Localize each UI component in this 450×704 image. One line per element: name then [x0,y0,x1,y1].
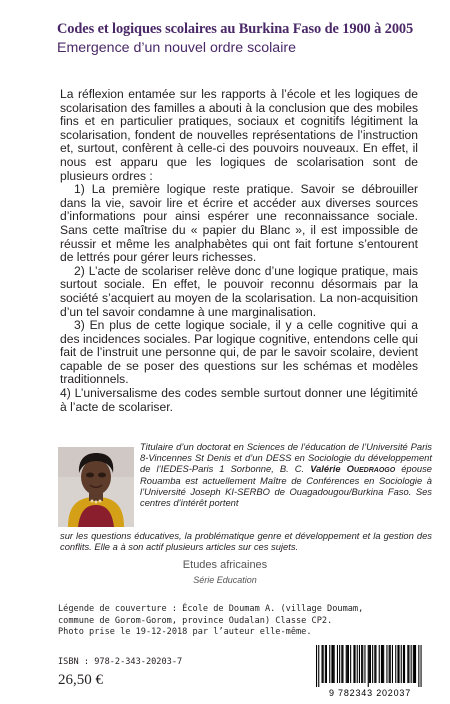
barcode-bar [318,645,319,687]
cover-caption [58,604,388,639]
summary-paragraph: 3) En plus de cette logique sociale, il y a celle cognitive qui a des incidences sociales. Par logique cognitive, entendons celle qui fait de l’instruit une personne qui, de par le savoir scolaire, devient capable de se poser des questions sur les schémas et modèles traditionnels. [60,318,418,387]
barcode-bar [361,645,362,683]
barcode-bar [341,645,342,683]
barcode-bar [392,645,393,683]
barcode-bar [334,645,335,683]
barcode-bar [372,645,373,683]
author-portrait-image [58,447,134,527]
barcode-bar [390,645,391,683]
barcode-bar [333,645,334,683]
author-bio-continued: sur les questions éducatives, la problématique genre et développement et la gestion des conflits. Elle a à son actif plusieurs articles sur ces sujets. [60,530,432,553]
cover-caption-line: Légende de couverture : École de Doumam A. (village Doumam, [58,604,364,614]
barcode-bar [375,645,376,683]
barcode-bar [326,645,327,683]
barcode-bar [355,645,356,683]
book-subtitle: Emergence d’un nouvel ordre scolaire [57,40,296,56]
barcode-bar [395,645,396,683]
author-last-name: Ouedraogo [346,463,396,475]
barcode-bar [397,645,398,683]
author-photo [58,447,134,527]
barcode-bar [382,645,383,683]
barcode-bar [381,645,382,683]
barcode-bar [383,645,384,683]
barcode-bar [350,645,351,683]
barcode-bar [322,645,323,683]
barcode-bar [347,645,348,683]
series-name: Etudes africaines [182,559,268,571]
book-title: Codes et logiques scolaires au Burkina Faso de 1900 à 2005 [57,21,414,37]
back-cover-summary [60,88,418,414]
summary-paragraph: La réflexion entamée sur les rapports à l’école et les logiques de scolarisation des familles a abouti à la conclusion que des mobiles fins et en particulier pratiques, sociaux et cognitifs légitiment la scolarisation, fondent de nouvelles représentations de l’instruction et, surtout, confèrent à celle-ci des pouvoirs nouveaux. En effet, il nous est apparu que les logiques de scolarisation sont de plusieurs ordres : [60,87,418,183]
barcode-bar [404,645,405,683]
summary-paragraph: 2) L’acte de scolariser relève donc d’une logique pratique, mais surtout sociale. En effet, le pouvoir reconnu désormais par la société s’acquiert au moyen de la scolarisation. La non-acquisition d’un tel savoir condamne à une marginalisation. [60,263,418,319]
barcode-bar [331,645,332,683]
price: 26,50 € [58,672,103,688]
barcode-bars [306,643,434,687]
barcode-bar [323,645,324,683]
summary-paragraph: 1) La première logique reste pratique. Savoir se débrouiller dans la vie, savoir lire et écrire et accéder aux diverses sources d’informations pour ainsi espérer une reconnaissance sociale. Sans cette maîtrise du « papier du Blanc », il est impossible de réussir et même les analphabètes qui ont fait fortune s’entourent de lettrés pour gérer leurs richesses. [60,182,418,265]
barcode-number: 9 782343 202037 [328,688,412,698]
barcode-bar [407,645,408,683]
barcode-bar [418,645,419,687]
barcode-bar [364,645,365,683]
barcode-bar [411,645,412,683]
barcode-bar [342,645,343,683]
barcode-bar [325,645,326,683]
barcode-bar [399,645,400,683]
cover-caption-line: Photo prise le 19-12-2018 par l’auteur elle-même. [58,627,312,638]
barcode-bar [401,645,402,683]
barcode-bar [346,645,347,683]
barcode-bar [386,645,387,683]
barcode-bar [368,645,369,687]
barcode-bar [374,645,375,683]
barcode-bar [414,645,415,683]
barcode [306,643,434,698]
barcode-bar [408,645,409,683]
barcode-bar [337,645,338,683]
barcode-bar [421,645,422,687]
barcode-bar [415,645,416,683]
barcode-bar [370,645,371,683]
summary-paragraph: 4) L’universalisme des codes semble surtout donner une légitimité à l’acte de scolariser. [60,386,418,414]
barcode-bar [329,645,330,683]
cover-caption-line: commune de Gorom-Gorom, province Oudalan) Classe CP2. [58,615,333,626]
barcode-bar [403,645,404,683]
barcode-bar [362,645,363,683]
barcode-bar [359,645,360,683]
barcode-bar [389,645,390,683]
author-bio-part2: épouse Rouamba est actuellement Maître de Conférences en Sociologie à l’Université Joseph KI-SERBO de Ouagadougou/Burkina Faso. Ses centres d’intérêt portent [140,463,432,509]
barcode-bar [316,645,317,687]
author-first-name: Valérie [310,463,341,475]
barcode-bar [353,645,354,683]
series-subtitle: Série Education [193,575,257,585]
barcode-bar [379,645,380,683]
author-bio [140,441,432,508]
isbn: ISBN : 978-2-343-20203-7 [58,657,183,667]
barcode-bar [369,645,370,683]
author-bio-part1: Titulaire d’un doctorat en Sciences de l’éducation de l’Université Paris 8-Vincennes St Denis et d’un DESS en Sociologie du développement de l’IEDES-Paris 1 Sorbonne, B. C. [140,441,432,475]
barcode-bar [348,645,349,683]
barcode-bar [357,645,358,683]
barcode-bar [413,645,414,683]
barcode-bar [339,645,340,683]
